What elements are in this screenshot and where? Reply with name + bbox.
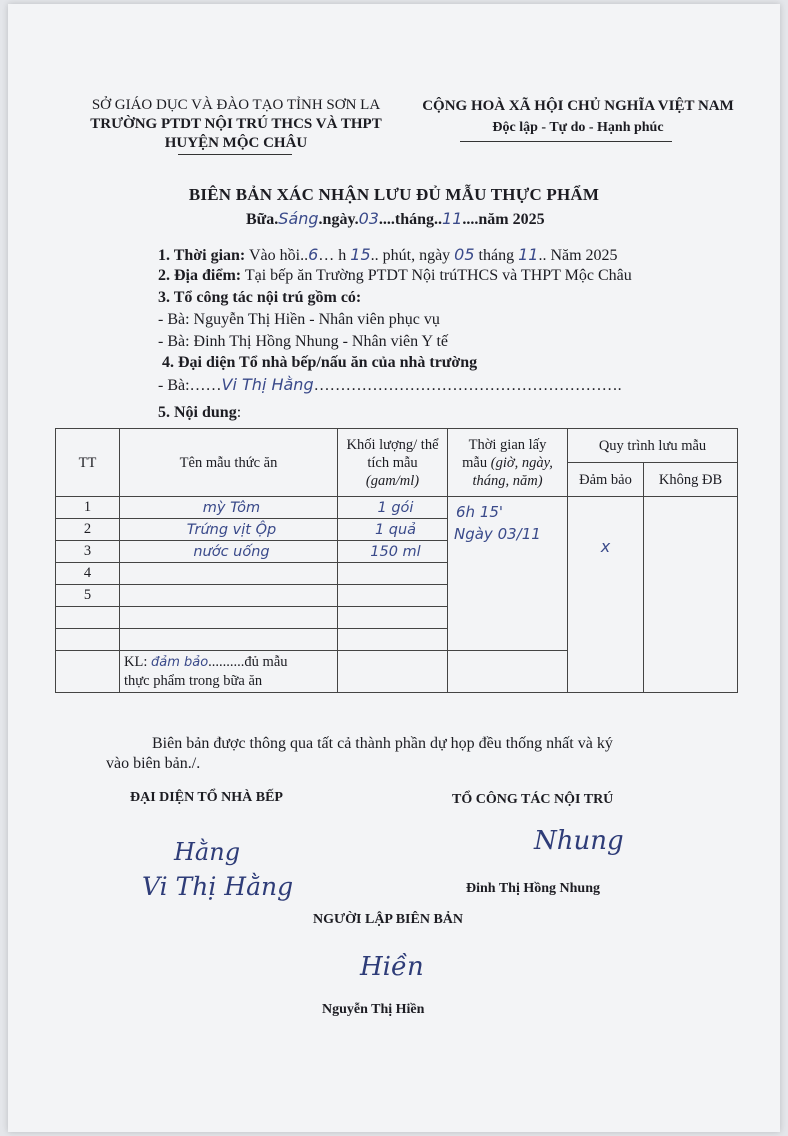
table-row: 2 Trứng vịt Ộp 1 quả (56, 519, 738, 541)
board-signer-name: Đinh Thị Hồng Nhung (466, 881, 600, 896)
sample-time: 6h 15' (456, 503, 504, 521)
document-page (8, 4, 780, 1132)
header-left (66, 96, 406, 153)
writer-name: Nguyễn Thị Hiền (322, 1002, 425, 1017)
food-name: mỳ Tôm (120, 497, 338, 519)
food-mass: 150 ml (338, 541, 448, 563)
kitchen-rep-line: - Bà:……Vi Thị Hằng…………………………………………………. (158, 375, 622, 394)
writer-title: NGƯỜI LẬP BIÊN BẢN (313, 912, 464, 927)
motto: Độc lập - Tự do - Hạnh phúc (492, 120, 664, 135)
kitchen-rep-name: Vi Thị Hằng (221, 375, 314, 394)
not-ok-cell (644, 497, 738, 693)
header-left-underline (178, 154, 292, 155)
hour-value: 6 (308, 245, 319, 264)
country-name: CỘNG HOÀ XÃ HỘI CHỦ NGHĨA VIỆT NAM (422, 98, 734, 114)
date-day-value: 05 (454, 245, 475, 264)
school-name-line1: TRƯỜNG PTDT NỘI TRÚ THCS VÀ THPT (90, 116, 382, 132)
header-sample-time: Thời gian lấy mẫu (giờ, ngày, tháng, năm) (448, 429, 568, 497)
food-name (120, 607, 338, 629)
board-signature: Nhung (534, 826, 624, 856)
closing-line-1: Biên bản được thông qua tất cả thành phần dự họp đều thống nhất và ký (152, 735, 613, 752)
ok-mark: x (600, 537, 611, 556)
item-board-label: 3. Tổ công tác nội trú gồm có: (158, 289, 362, 306)
food-name (120, 563, 338, 585)
table-row: 1 mỳ Tôm 1 gói 6h 15' Ngày 03/11 x (56, 497, 738, 519)
meal-line: Bữa.Sáng.ngày.03....tháng..11....năm 2025 (246, 209, 545, 228)
food-mass (338, 629, 448, 651)
food-name: nước uống (120, 541, 338, 563)
food-mass (338, 563, 448, 585)
food-mass: 1 gói (338, 497, 448, 519)
header-right (408, 96, 748, 138)
food-name (120, 629, 338, 651)
food-mass (338, 585, 448, 607)
closing-line-2: vào biên bản./. (106, 755, 201, 772)
meal-value: Sáng (278, 209, 319, 228)
kitchen-signature-2: Vi Thị Hằng (142, 872, 294, 901)
item-kitchen-rep-label: 4. Đại diện Tổ nhà bếp/nấu ăn của nhà trường (162, 354, 478, 371)
minute-value: 15 (350, 245, 371, 264)
header-tt: TT (56, 429, 120, 497)
kitchen-rep-title: ĐẠI DIỆN TỔ NHÀ BẾP (130, 790, 283, 805)
board-member-2: - Bà: Đinh Thị Hồng Nhung - Nhân viên Y tế (158, 333, 449, 350)
header-procedure: Quy trình lưu mẫu (568, 429, 738, 463)
table-row: 5 (56, 585, 738, 607)
table-row: 4 (56, 563, 738, 585)
header-ok: Đảm bảo (568, 463, 644, 497)
item-time: 1. Thời gian: Vào hồi..6… h 15.. phút, ngày 05 tháng 11.. Năm 2025 (158, 245, 618, 264)
board-title: TỔ CÔNG TÁC NỘI TRÚ (452, 792, 614, 807)
conclusion-cell: KL: đảm bảo..........đủ mẫu thực phẩm trong bữa ăn (120, 651, 338, 693)
conclusion-value: đảm bảo (150, 655, 209, 670)
sample-date: Ngày 03/11 (454, 525, 541, 543)
header-food-name: Tên mẫu thức ăn (120, 429, 338, 497)
document-title: BIÊN BẢN XÁC NHẬN LƯU ĐỦ MẪU THỰC PHẨM (188, 185, 600, 204)
table-row: 3 nước uống 150 ml (56, 541, 738, 563)
board-member-1: - Bà: Nguyễn Thị Hiền - Nhân viên phục vụ (158, 311, 440, 328)
food-mass: 1 quả (338, 519, 448, 541)
kitchen-signature-1: Hằng (174, 838, 241, 866)
sample-time-cell (448, 497, 568, 651)
food-name: Trứng vịt Ộp (120, 519, 338, 541)
food-name (120, 585, 338, 607)
header-not-ok: Không ĐB (644, 463, 738, 497)
date-month-value: 11 (518, 245, 539, 264)
food-sample-table (55, 428, 738, 693)
item-content-label: 5. Nội dung: (158, 404, 242, 421)
ok-cell (568, 497, 644, 693)
month-value: 11 (442, 209, 463, 228)
food-mass (338, 607, 448, 629)
school-name-line2: HUYỆN MỘC CHÂU (164, 135, 308, 151)
item-location: 2. Địa điểm: Tại bếp ăn Trường PTDT Nội trúTHCS và THPT Mộc Châu (158, 267, 632, 284)
header-right-underline (460, 141, 672, 142)
writer-signature: Hiền (360, 952, 424, 982)
ministry-name: SỞ GIÁO DỤC VÀ ĐÀO TẠO TỈNH SƠN LA (91, 97, 381, 113)
header-mass: Khối lượng/ thể tích mẫu (gam/ml) (338, 429, 448, 497)
day-value: 03 (358, 209, 379, 228)
